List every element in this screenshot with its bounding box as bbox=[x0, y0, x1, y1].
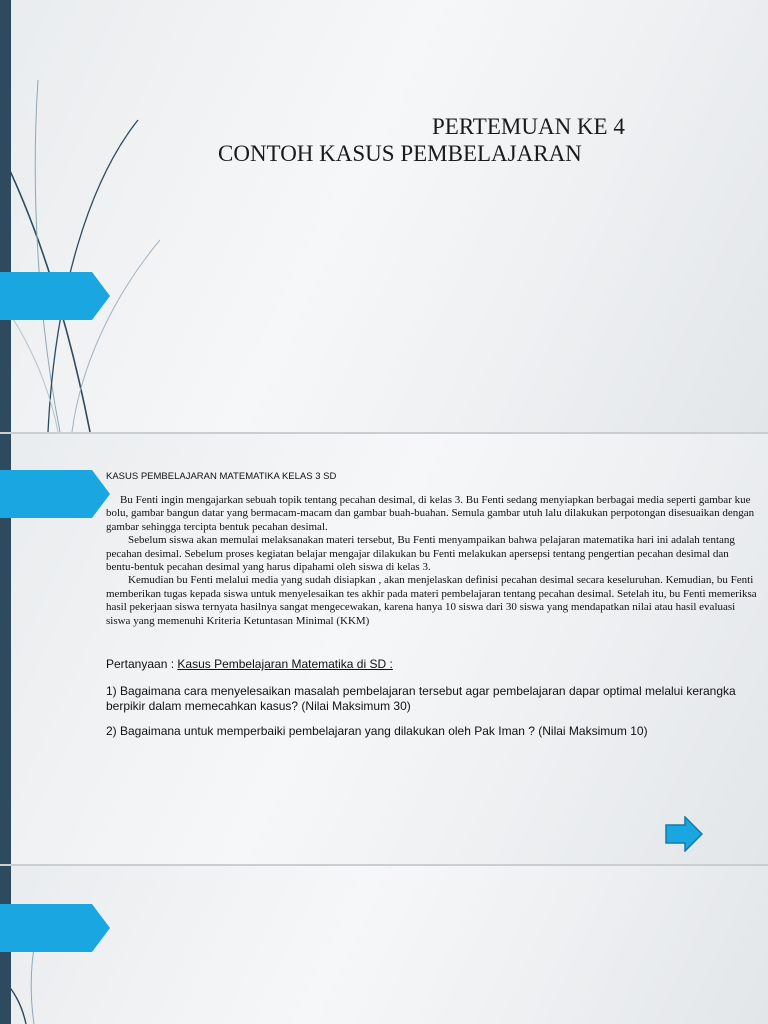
slide-3 bbox=[0, 866, 768, 1024]
question-title: Kasus Pembelajaran Matematika di SD : bbox=[177, 657, 393, 671]
title-line-1: PERTEMUAN KE 4 bbox=[432, 114, 625, 139]
slide-2 bbox=[0, 434, 768, 864]
tab-arrow-icon bbox=[0, 904, 110, 952]
tab-arrow-icon bbox=[0, 272, 110, 320]
next-arrow-icon[interactable] bbox=[665, 816, 703, 852]
question-prefix: Pertanyaan : bbox=[106, 657, 178, 671]
slide-1 bbox=[0, 0, 768, 432]
question-2: 2) Bagaimana untuk memperbaiki pembelajaran yang dilakukan oleh Pak Iman ? (Nilai Maksimum 10) bbox=[106, 724, 648, 738]
question-1: 1) Bagaimana cara menyelesaikan masalah pembelajaran tersebut agar pembelajaran dapar optimal melalui kerangka berpikir dalam memecahkan kasus? (Nilai Maksimum 30) bbox=[106, 684, 736, 713]
case-paragraph: Bu Fenti ingin mengajarkan sebuah topik tentang pecahan desimal, di kelas 3. Bu Fenti sedang menyiapkan berbagai media seperti gambar kue bolu, gambar bangun datar yang bermacam-macam dan gambar buah-buahan. Semula gambar utuh lalu dilakukan perpotongan disesuaikan dengan gambar sehingga tercipta bentuk pecahan desimal. bbox=[106, 494, 755, 533]
case-body bbox=[106, 494, 758, 628]
case-paragraph: Sebelum siswa akan memulai melaksanakan materi tersebut, Bu Fenti menyampaikan bahwa pelajaran matematika hari ini adalah tentang pecahan desimal. Sebelum proses kegiatan belajar mengajar dilakukan bu Fenti melakukan apersepsi tentang pengertian pecahan desimal dan bentu-bentuk pecahan desimal yang harus dipahami oleh siswa di kelas 3. bbox=[106, 534, 735, 574]
case-heading: KASUS PEMBELAJARAN MATEMATIKA KELAS 3 SD bbox=[106, 471, 337, 482]
tab-arrow-icon bbox=[0, 470, 110, 518]
question-heading bbox=[106, 657, 756, 672]
case-paragraph: Kemudian bu Fenti melalui media yang sudah disiapkan , akan menjelaskan definisi pecahan desimal secara keseluruhan. Kemudian, bu Fenti memberikan tugas kepada siswa untuk menyelesaikan tes akhir pada materi pembelajaran tentang pecahan desimal. Setelah itu, bu Fenti memeriksa hasil pekerjaan siswa ternyata hasilnya sangat mengecewakan, karena hanya 10 siswa dari 30 siswa yang mendapatkan nilai atau hasil evaluasi siswa yang memenuhi Kriteria Ketuntasan Minimal (KKM) bbox=[106, 574, 757, 627]
title-line-2: CONTOH KASUS PEMBELAJARAN bbox=[218, 141, 582, 166]
decorative-curves bbox=[0, 0, 160, 432]
